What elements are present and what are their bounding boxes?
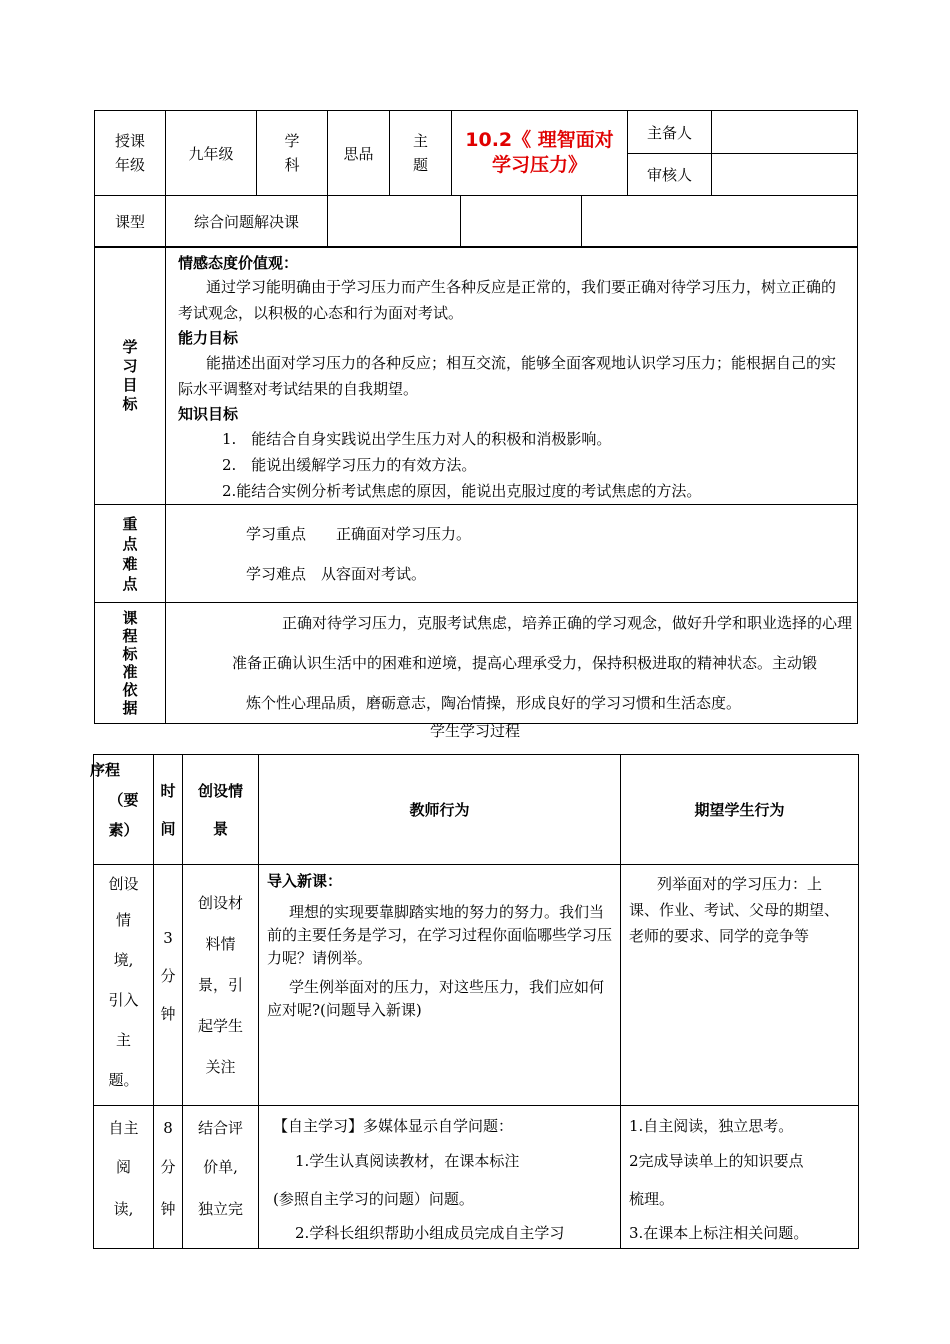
standard-label-cell: [95, 603, 166, 724]
teacher-text: 【自主学习】多媒体显示自学问题：: [273, 1117, 514, 1135]
process-table: [90, 754, 859, 1249]
standard-text: 正确对待学习压力，克服考试焦虑，培养正确的学习观念，做好升学和职业选择的心理: [282, 614, 853, 632]
empty-cell: [461, 196, 582, 248]
time-text: 分: [160, 967, 176, 985]
knowledge-item: 2.能结合实例分析考试焦虑的原因，能说出克服过度的考试焦虑的方法。: [222, 482, 702, 500]
topic-label: 主题: [412, 132, 428, 174]
preparer-value: [712, 111, 858, 154]
time-text: 钟: [160, 1005, 176, 1023]
step-cell: [94, 1106, 154, 1249]
goals-content: [166, 247, 858, 505]
step-header-cell: [90, 755, 154, 865]
subject-label-cell: [257, 111, 328, 196]
goals-table: [94, 246, 858, 724]
topic-value-cell: [452, 111, 628, 196]
step-text: 题。: [108, 1071, 139, 1089]
lesson-type-label: 课型: [95, 196, 166, 248]
scene-text: 结合评: [197, 1119, 243, 1137]
teacher-cell: [259, 865, 621, 1106]
time-header-cell: [154, 755, 183, 865]
key-points-label-cell: [95, 505, 166, 603]
lesson-type-value: 综合问题解决课: [166, 196, 328, 248]
step-cell: [94, 865, 154, 1106]
goals-label-cell: [95, 247, 166, 505]
time-text: 钟: [160, 1200, 176, 1218]
step-text: 创设: [108, 875, 139, 893]
process-title: 学生学习过程: [429, 722, 520, 740]
scene-header: 创设情: [197, 781, 243, 800]
student-cell: [621, 1106, 859, 1249]
student-text: 梳理。: [629, 1190, 675, 1208]
grade-label-cell: [95, 111, 166, 196]
ability-heading: 能力目标: [178, 329, 239, 347]
time-cell: [154, 865, 183, 1106]
key-points-content: [166, 505, 858, 603]
reviewer-value: [712, 154, 858, 196]
step-header: 素）: [108, 821, 139, 839]
student-text: 2完成导读单上的知识要点: [629, 1152, 804, 1170]
standard-label: 课程标准依据: [122, 609, 138, 717]
student-text: 1.自主阅读，独立思考。: [629, 1117, 794, 1135]
student-header: 期望学生行为: [621, 755, 859, 865]
time-text: 分: [160, 1158, 176, 1176]
key-points-label: 重点难点: [122, 514, 138, 593]
grade-value: 九年级: [166, 111, 257, 196]
teacher-text: (参照自主学习的问题）问题。: [273, 1190, 474, 1208]
student-text: 列举面对的学习压力：上课、作业、考试、父母的期望、老师的要求、同学的竞争等: [629, 875, 840, 945]
scene-text: 起学生: [197, 1017, 243, 1035]
emotion-text: 通过学习能明确由于学习压力而产生各种反应是正常的，我们要正确对待学习压力，树立正确的考试观念，以积极的心态和行为面对考试。: [178, 278, 837, 322]
knowledge-heading: 知识目标: [178, 405, 239, 423]
empty-cell: [582, 196, 858, 248]
lesson-info-table: [94, 110, 858, 196]
step-text: 读,: [113, 1200, 134, 1218]
step-text: 自主: [108, 1119, 139, 1137]
teacher-text: 1.学生认真阅读教材，在课本标注: [295, 1152, 520, 1170]
scene-text: 关注: [205, 1058, 236, 1076]
teacher-header: 教师行为: [259, 755, 621, 865]
topic-label-cell: [390, 111, 452, 196]
subject-value: 思品: [328, 111, 390, 196]
student-text: 3.在课本上标注相关问题。: [629, 1224, 809, 1242]
scene-text: 景，引: [197, 976, 243, 994]
student-cell: [621, 865, 859, 1106]
step-text: 主: [115, 1031, 131, 1049]
knowledge-item: 2. 能说出缓解学习压力的有效方法。: [222, 456, 477, 474]
goals-label: 学习目标: [122, 337, 138, 413]
ability-text: 能描述出面对学习压力的各种反应；相互交流，能够全面客观地认识学习压力；能根据自己的实际水平调整对考试结果的自我期望。: [178, 354, 837, 398]
step-header: （要: [108, 791, 139, 809]
standard-text: 准备正确认识生活中的困难和逆境，提高心理承受力，保持积极进取的精神状态。主动锻: [232, 654, 818, 672]
scene-text: 料情: [205, 935, 236, 953]
preparer-label: 主备人: [628, 111, 712, 154]
scene-cell: [183, 865, 259, 1106]
topic-title: 10.2《 理智面对学习压力》: [465, 129, 614, 176]
knowledge-item: 1. 能结合自身实践说出学生压力对人的积极和消极影响。: [222, 430, 612, 448]
step-text: 引入: [108, 991, 139, 1009]
time-cell: [154, 1106, 183, 1249]
time-text: 3: [163, 929, 173, 947]
time-header: 时: [160, 781, 176, 800]
scene-text: 价单,: [203, 1158, 238, 1176]
teacher-heading: 导入新课：: [267, 872, 343, 890]
teacher-cell: [259, 1106, 621, 1249]
scene-header: 景: [212, 819, 228, 838]
step-header: 序程: [90, 761, 121, 779]
subject-label: 学科: [284, 132, 300, 174]
grade-label: 授课年级: [114, 132, 145, 174]
step-text: 境,: [113, 951, 134, 969]
standard-content: [166, 603, 858, 724]
scene-text: 独立完: [197, 1200, 243, 1218]
teacher-text: 学生例举面对的压力，对这些压力，我们应如何应对呢?(问题导入新课): [267, 978, 605, 1019]
scene-cell: [183, 1106, 259, 1249]
teacher-text: 理想的实现要靠脚踏实地的努力的努力。我们当前的主要任务是学习，在学习过程你面临哪些学习压力呢？请例举。: [267, 903, 613, 967]
step-text: 情: [115, 911, 131, 929]
scene-text: 创设材: [197, 894, 243, 912]
standard-text: 炼个性心理品质，磨砺意志，陶冶情操，形成良好的学习习惯和生活态度。: [246, 694, 742, 712]
lesson-type-table: [94, 195, 858, 248]
teacher-text: 2.学科长组织帮助小组成员完成自主学习: [295, 1224, 565, 1242]
step-text: 阅: [115, 1158, 131, 1176]
difficult-point-line: 学习难点 从容面对考试。: [246, 564, 427, 583]
empty-cell: [328, 196, 461, 248]
scene-header-cell: [183, 755, 259, 865]
time-header: 间: [160, 819, 176, 838]
time-text: 8: [163, 1119, 173, 1137]
key-point-line: 学习重点 正确面对学习压力。: [246, 524, 472, 543]
emotion-heading: 情感态度价值观：: [178, 254, 299, 272]
reviewer-label: 审核人: [628, 154, 712, 196]
